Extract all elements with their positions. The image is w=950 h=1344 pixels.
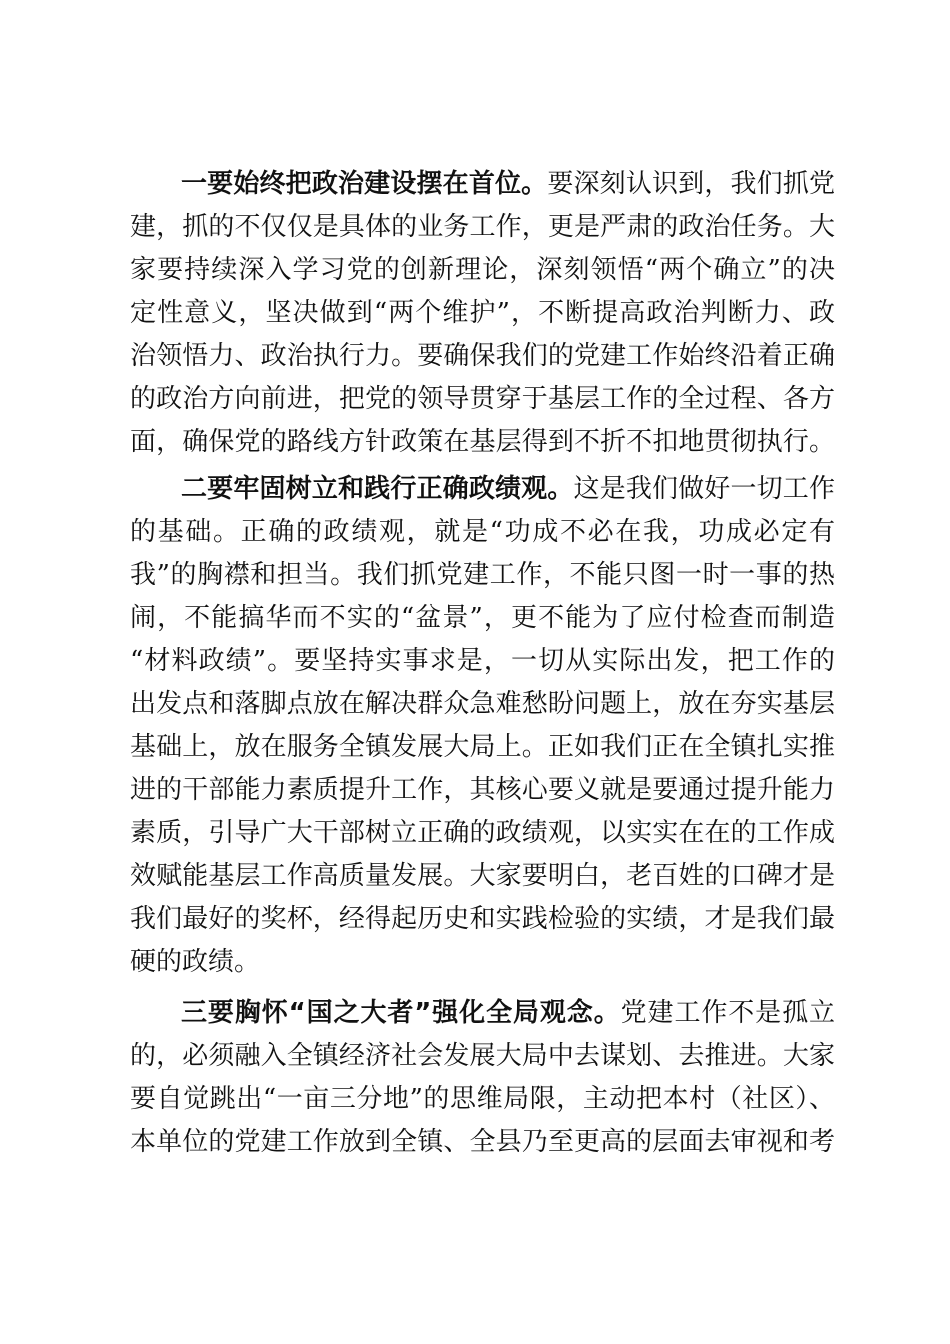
paragraph-1-line-6: 的政治方向前进，把党的领导贯穿于基层工作的全过程、各方 — [130, 384, 835, 414]
paragraph-2-line-2: 的基础。正确的政绩观，就是“功成不必在我，功成必定有 — [130, 517, 835, 547]
paragraph-2-text: 这是我们做好一切工作 — [573, 474, 835, 504]
paragraph-2-line-5: “材料政绩”。要坚持实事求是，一切从实际出发，把工作的 — [130, 646, 835, 676]
paragraph-3-line-4: 本单位的党建工作放到全镇、全县乃至更高的层面去审视和考 — [130, 1127, 835, 1157]
paragraph-1-line-3: 家要持续深入学习党的创新理论，深刻领悟“两个确立”的决 — [130, 255, 835, 285]
paragraph-1-line-1 — [181, 163, 835, 205]
paragraph-1-line-5: 治领悟力、政治执行力。要确保我们的党建工作始终沿着正确 — [130, 341, 835, 371]
paragraph-3-text: 党建工作不是孤立 — [620, 998, 835, 1028]
paragraph-2-line-10: 效赋能基层工作高质量发展。大家要明白，老百姓的口碑才是 — [130, 861, 835, 891]
paragraph-2-line-12: 硬的政绩。 — [130, 947, 261, 977]
paragraph-2-line-6: 出发点和落脚点放在解决群众急难愁盼问题上，放在夯实基层 — [130, 689, 835, 719]
paragraph-1-line-4: 定性意义，坚决做到“两个维护”，不断提高政治判断力、政 — [130, 298, 835, 328]
paragraph-3-line-1 — [181, 992, 835, 1034]
paragraph-3-line-2: 的，必须融入全镇经济社会发展大局中去谋划、去推进。大家 — [130, 1041, 835, 1071]
paragraph-3-line-3: 要自觉跳出“一亩三分地”的思维局限，主动把本村（社区）、 — [130, 1084, 835, 1114]
paragraph-2-heading: 二要牢固树立和践行正确政绩观。 — [181, 474, 574, 504]
paragraph-2-line-11: 我们最好的奖杯，经得起历史和实践检验的实绩，才是我们最 — [130, 904, 835, 934]
paragraph-2-line-1 — [181, 468, 835, 510]
paragraph-1-line-7: 面，确保党的路线方针政策在基层得到不折不扣地贯彻执行。 — [130, 427, 835, 457]
paragraph-2-line-4: 闹，不能搞华而不实的“盆景”，更不能为了应付检查而制造 — [130, 603, 835, 633]
paragraph-3-heading: 三要胸怀“国之大者”强化全局观念。 — [181, 998, 621, 1028]
paragraph-2-line-8: 进的干部能力素质提升工作，其核心要义就是要通过提升能力 — [130, 775, 835, 805]
paragraph-2-line-7: 基础上，放在服务全镇发展大局上。正如我们正在全镇扎实推 — [130, 732, 835, 762]
paragraph-1-text: 要深刻认识到，我们抓党 — [547, 169, 835, 199]
paragraph-1-line-2: 建，抓的不仅仅是具体的业务工作，更是严肃的政治任务。大 — [130, 212, 835, 242]
paragraph-2-line-9: 素质，引导广大干部树立正确的政绩观，以实实在在的工作成 — [130, 818, 835, 848]
paragraph-2-line-3: 我”的胸襟和担当。我们抓党建工作，不能只图一时一事的热 — [130, 560, 835, 590]
paragraph-1-heading: 一要始终把政治建设摆在首位。 — [181, 169, 548, 199]
